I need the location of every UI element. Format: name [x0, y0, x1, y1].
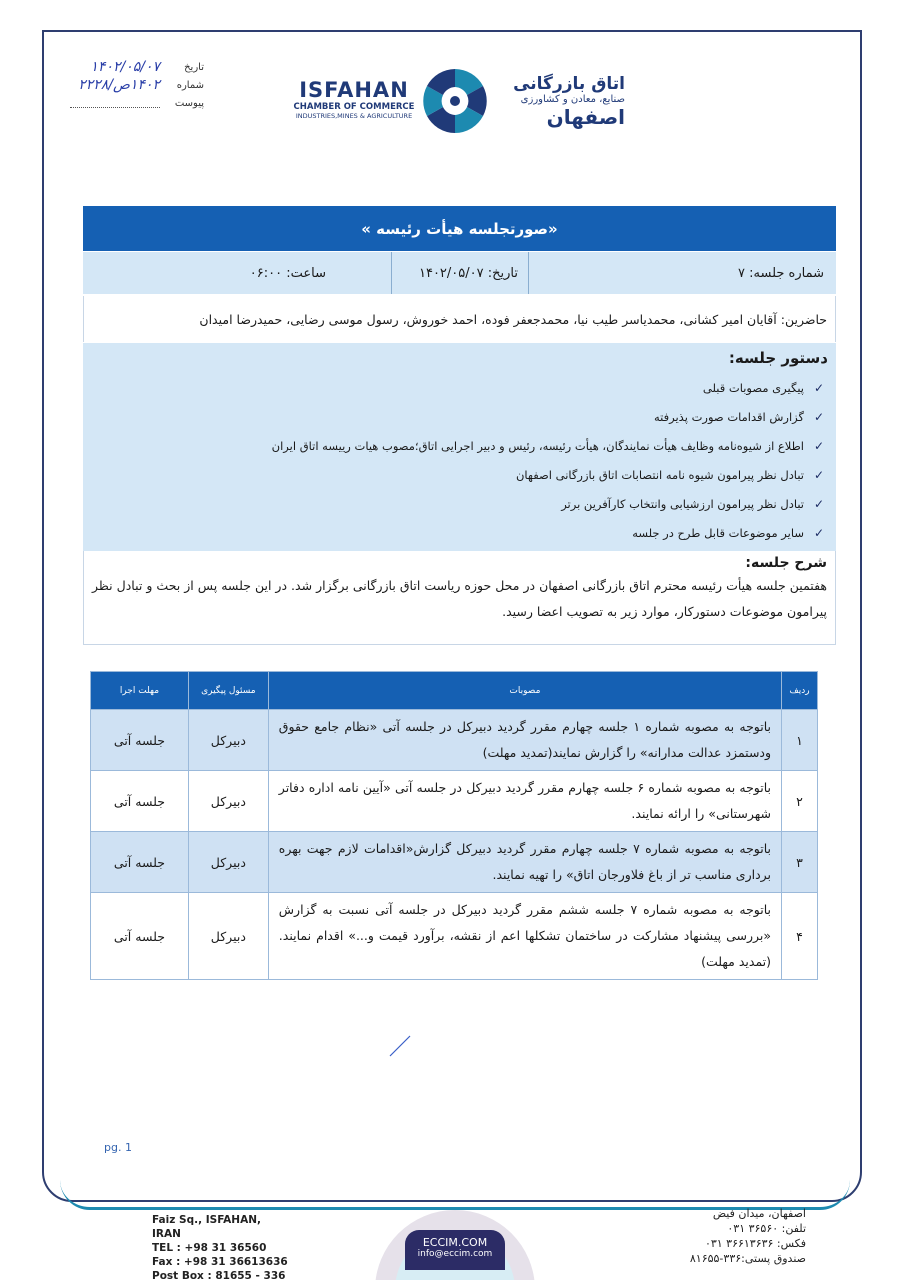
meeting-time: ساعت: ۰۶:۰۰ [249, 265, 326, 281]
date-label: تاریخ [184, 61, 204, 73]
deadline: جلسه آتی [91, 710, 189, 771]
check-icon: ✓ [813, 525, 824, 540]
responsible: دبیرکل [188, 771, 268, 832]
chamber-emblem-icon [420, 66, 490, 136]
description-text: هفتمین جلسه هیأت رئیسه محترم اتاق بازرگانی اصفهان در محل حوزه ریاست اتاق بازرگانی برگزار شد. در این جلسه پس از بحث و تبادل نظر پیرامون موضوعات دستورکار، موارد زیر به تصویب اعضا رسید. [92, 578, 827, 619]
description-section [83, 551, 836, 645]
check-icon: ✓ [813, 380, 824, 395]
agenda-item [91, 518, 828, 547]
check-icon: ✓ [813, 496, 824, 511]
chamber-logo [290, 60, 630, 140]
attendees: حاضرین: آقایان امیر کشانی، محمدیاسر طیب نیا، محمدجعفر فوده، احمد خوروش، رسول موسی رضایی، حمیدرضا امیدان [83, 296, 836, 342]
logo-persian [495, 74, 625, 129]
deadline: جلسه آتی [91, 893, 189, 980]
resolution-text: باتوجه به مصوبه شماره ۷ جلسه ششم مقرر گردید دبیرکل در جلسه آتی نسبت به گزارش «بررسی پیشنهاد مشارکت در ساختمان تشکلها اعم از نقشه، برآورد قیمت و...» اقدام نمایند.(تمدید مهلت) [268, 893, 781, 980]
row-number: ۳ [782, 832, 818, 893]
header-resolutions: مصوبات [268, 672, 781, 710]
logo-english [290, 78, 418, 120]
footer-fa-line: تلفن: ۳۶۵۶۰ ۰۳۱ [727, 1222, 806, 1235]
logo-fa-name: اتاق بازرگانی [513, 74, 625, 94]
description-heading: شرح جلسه: [745, 555, 827, 571]
attachment-label: پیوست [174, 97, 204, 109]
agenda-item-text: سایر موضوعات قابل طرح در جلسه [632, 525, 804, 540]
meeting-number: شماره جلسه: ۷ [528, 252, 836, 294]
resolution-text: باتوجه به مصوبه شماره ۶ جلسه چهارم مقرر گردید دبیرکل در جلسه آتی «آیین نامه اداره دفاتر شهرستانی» را ارائه نمایند. [268, 771, 781, 832]
row-number: ۲ [782, 771, 818, 832]
footer-en-line: TEL : +98 31 36560 [152, 1242, 267, 1254]
agenda-item-text: تبادل نظر پیرامون شیوه نامه انتصابات اتاق بازرگانی اصفهان [515, 467, 804, 482]
agenda-section [83, 343, 836, 551]
check-icon: ✓ [813, 467, 824, 482]
table-row [91, 832, 818, 893]
document-title: «صورتجلسه هیأت رئیسه » [83, 206, 836, 251]
table-row [91, 710, 818, 771]
responsible: دبیرکل [188, 893, 268, 980]
responsible: دبیرکل [188, 832, 268, 893]
responsible: دبیرکل [188, 710, 268, 771]
logo-en-name: ISFAHAN [299, 78, 409, 102]
header-responsible: مسئول پیگیری [188, 672, 268, 710]
deadline: جلسه آتی [91, 771, 189, 832]
agenda-item-text: اطلاع از شیوه‌نامه وظایف هیأت نمایندگان، هیأت رئیسه، رئیس و دبیر اجرایی اتاق؛مصوب هیات رییسه اتاق ایران [271, 438, 804, 453]
row-number: ۴ [782, 893, 818, 980]
table-row [91, 771, 818, 832]
agenda-item [91, 489, 828, 518]
footer-fa-line: اصفهان، میدان فیض [712, 1207, 806, 1220]
resolutions-table [90, 671, 818, 980]
table-row [91, 893, 818, 980]
letter-meta [64, 58, 204, 112]
table-header-row [91, 672, 818, 710]
date-handwritten: ۱۴۰۲/۰۵/۰۷ [90, 59, 160, 75]
resolution-text: باتوجه به مصوبه شماره ۷ جلسه چهارم مقرر گردید دبیرکل گزارش«اقدامات لازم جهت بهره برداری مناسب تر از باغ فلاورجان اتاق» را تهیه نمایند. [268, 832, 781, 893]
number-handwritten: ۱۴۰۲ص/۲۲۲۸ [78, 77, 160, 93]
footer-fa-line: صندوق پستی:۳۳۶-۸۱۶۵۵ [689, 1252, 806, 1265]
row-number: ۱ [782, 710, 818, 771]
footer-en-line: Fax : +98 31 36613636 [152, 1256, 288, 1268]
header-row-number: ردیف [782, 672, 818, 710]
logo-en-sub2: INDUSTRIES,MINES & AGRICULTURE [295, 112, 413, 120]
check-icon: ✓ [813, 438, 824, 453]
agenda-item-text: تبادل نظر پیرامون ارزشیابی وانتخاب کارآفرین برتر [561, 496, 804, 511]
footer-web-badge [405, 1230, 505, 1270]
footer-fa-line: فکس: ۳۶۶۱۳۶۳۶ ۰۳۱ [704, 1237, 806, 1250]
logo-fa-sub: صنایع، معادن و کشاورزی [520, 94, 625, 105]
meeting-date: تاریخ: ۱۴۰۲/۰۵/۰۷ [391, 252, 528, 294]
footer-address-en [152, 1213, 292, 1280]
resolution-text: باتوجه به مصوبه شماره ۱ جلسه چهارم مقرر گردید دبیرکل در جلسه آتی «نظام جامع حقوق ودستمزد عدالت مدارانه» را گزارش نمایند(تمدید مهلت) [268, 710, 781, 771]
footer-address-fa [636, 1206, 806, 1266]
pen-stroke-icon [388, 1034, 412, 1058]
agenda-list [91, 373, 828, 547]
agenda-item-text: پیگیری مصوبات قبلی [702, 380, 804, 395]
header-deadline: مهلت اجرا [91, 672, 189, 710]
footer-email: info@eccim.com [417, 1249, 493, 1259]
meeting-info-row [83, 252, 836, 294]
check-icon: ✓ [813, 409, 824, 424]
footer-en-line: Post Box : 81655 - 336 [152, 1270, 286, 1280]
agenda-item [91, 373, 828, 402]
agenda-item [91, 460, 828, 489]
attachment-line [70, 98, 160, 108]
page-number: pg. 1 [104, 1141, 132, 1154]
number-label: شماره [176, 79, 204, 91]
deadline: جلسه آتی [91, 832, 189, 893]
logo-fa-city: اصفهان [546, 105, 625, 129]
logo-en-sub1: CHAMBER OF COMMERCE [293, 102, 415, 112]
footer-website: ECCIM.COM [422, 1236, 488, 1249]
agenda-item [91, 402, 828, 431]
footer-en-line: Faiz Sq., ISFAHAN, IRAN [152, 1214, 261, 1240]
agenda-heading: دستور جلسه: [728, 349, 828, 367]
agenda-item-text: گزارش اقدامات صورت پذیرفته [654, 409, 804, 424]
agenda-item [91, 431, 828, 460]
